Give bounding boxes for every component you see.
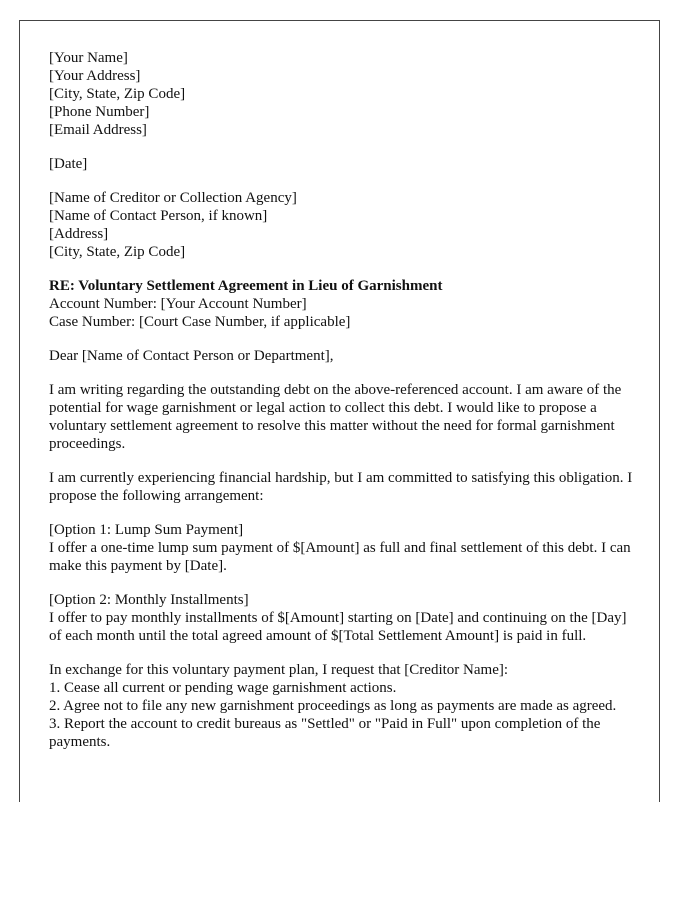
- sender-name: [Your Name]: [49, 50, 128, 66]
- recipient-address: [Address]: [49, 226, 109, 242]
- case-number: Case Number: [Court Case Number, if applicable]: [49, 314, 351, 330]
- sender-address: [Your Address]: [49, 68, 141, 84]
- sender-block: [49, 49, 637, 139]
- intro-paragraph: I am writing regarding the outstanding debt on the above-referenced account. I am aware of the potential for wage garnishment or legal action to collect this debt. I would like to propose a voluntary settlement agreement to resolve this matter without the need for formal garnishment proceedings.: [49, 382, 622, 452]
- sender-city: [City, State, Zip Code]: [49, 86, 186, 102]
- sender-email: [Email Address]: [49, 122, 147, 138]
- exchange-text: In exchange for this voluntary payment plan, I request that [Creditor Name]:: [49, 662, 509, 678]
- date: [Date]: [49, 156, 88, 172]
- recipient-block: [49, 189, 637, 261]
- recipient-city: [City, State, Zip Code]: [49, 244, 186, 260]
- request-item: 1. Cease all current or pending wage garnishment actions.: [49, 680, 397, 696]
- letter-body: [49, 49, 637, 767]
- letter-page: [19, 20, 660, 802]
- option-1-title: [Option 1: Lump Sum Payment]: [49, 522, 244, 538]
- option-1-text: I offer a one-time lump sum payment of $[Amount] as full and final settlement of this debt. I can make this payment by [Date].: [49, 540, 631, 574]
- account-number: Account Number: [Your Account Number]: [49, 296, 307, 312]
- option-2-text: I offer to pay monthly installments of $[Amount] starting on [Date] and continuing on the [Day] of each month until the total agreed amount of $[Total Settlement Amount] is paid in full.: [49, 610, 627, 644]
- sender-phone: [Phone Number]: [49, 104, 150, 120]
- recipient-name: [Name of Creditor or Collection Agency]: [49, 190, 297, 206]
- recipient-contact: [Name of Contact Person, if known]: [49, 208, 268, 224]
- hardship-paragraph: I am currently experiencing financial hardship, but I am committed to satisfying this obligation. I propose the following arrangement:: [49, 470, 633, 504]
- request-item: 3. Report the account to credit bureaus as "Settled" or "Paid in Full" upon completion of the payments.: [49, 716, 601, 750]
- option-1: [49, 521, 637, 575]
- request-item: 2. Agree not to file any new garnishment proceedings as long as payments are made as agreed.: [49, 698, 617, 714]
- requests-block: [49, 661, 637, 751]
- salutation: Dear [Name of Contact Person or Department],: [49, 348, 334, 364]
- option-2-title: [Option 2: Monthly Installments]: [49, 592, 249, 608]
- subject-line: RE: Voluntary Settlement Agreement in Lieu of Garnishment: [49, 278, 443, 294]
- subject-block: [49, 277, 637, 331]
- option-2: [49, 591, 637, 645]
